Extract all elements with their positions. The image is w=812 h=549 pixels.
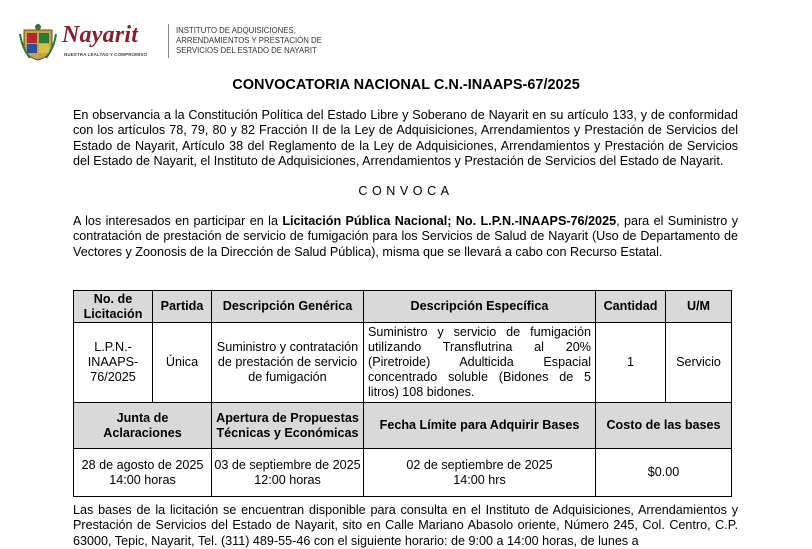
letterhead [18,20,438,64]
opening-time: 12:00 horas [254,472,321,487]
opening-date: 03 de septiembre de 2025 [214,457,361,472]
institute-line: ARRENDAMIENTOS Y PRESTACIÓN DE [176,36,322,45]
cell-quantity: 1 [596,323,666,403]
cell-generic-description: Suministro y contratación de prestación de servicio de fumigación [212,323,364,403]
convoca-heading: CONVOCA [358,184,454,198]
state-seal-icon [18,22,58,62]
header-clarification-meeting: Junta de Aclaraciones [74,403,212,449]
deadline-time: 14:00 hrs [453,472,506,487]
clarification-time: 14:00 horas [109,472,176,487]
header-specific-description: Descripción Específica [364,291,596,323]
nayarit-wordmark [62,22,166,62]
tender-number: Licitación Pública Nacional; No. L.P.N.-INAAPS-76/2025 [282,214,617,228]
header-item: Partida [153,291,212,323]
logo-tagline: NUESTRA LEALTAD Y COMPROMISO [64,52,148,57]
clarification-date: 28 de agosto de 2025 [81,457,204,472]
cell-unit: Servicio [666,323,732,403]
cell-proposal-opening [212,449,364,497]
header-bases-cost: Costo de las bases [596,403,732,449]
call-text-post: , para el Suministro y contratación de prestación de servicio de fumigación para los Servicios de Salud de Nayarit (Uso de Departamento de Vectores y Zoonosis de la Dirección de Salud Pública), misma que se llevará a cabo con Recurso Estatal. [73,214,738,259]
tender-table [73,290,732,497]
bases-cost: $0.00 [647,465,680,479]
document-title: CONVOCATORIA NACIONAL C.N.-INAAPS-67/2025 [232,77,580,93]
cell-item: Única [153,323,212,403]
institute-name [176,26,322,56]
intro-paragraph: En observancia a la Constitución Política del Estado Libre y Soberano de Nayarit en su artículo 133, y de conformidad con los artículos 78, 79, 80 y 82 Fracción II de la Ley de Adquisiciones, Arrendamientos y Prestación de Servicios del Estado de Nayarit, Artículo 38 del Reglamento de la Ley de Adquisiciones, Arrendamientos y Prestación de Servicios del Estado de Nayarit, el Instituto de Adquisiciones, Arrendamientos y Prestación de Servicios del Estado de Nayarit. [73,108,738,169]
cell-tender-number: L.P.N.-INAAPS-76/2025 [74,323,153,403]
header-deadline-bases: Fecha Límite para Adquirir Bases [364,403,596,449]
closing-paragraph: Las bases de la licitación se encuentran disponible para consulta en el Instituto de Adquisiciones, Arrendamientos y Prestación de Servicios del Estado de Nayarit, sito en Calle Mariano Abasolo oriente, Número 245, Col. Centro, C.P. 63000, Tepic, Nayarit, Tel. (311) 489-55-46 con el siguiente horario: de 9:00 a 14:00 horas, de lunes a [73,503,738,548]
cell-clarification-meeting [74,449,212,497]
header-tender-number: No. de Licitación [74,291,153,323]
header-quantity: Cantidad [596,291,666,323]
cell-deadline-bases [364,449,596,497]
deadline-date: 02 de septiembre de 2025 [406,457,553,472]
header-generic-description: Descripción Genérica [212,291,364,323]
header-divider [168,24,169,58]
call-paragraph [73,214,738,260]
cell-specific-description: Suministro y servicio de fumigación utilizando Transflutrina al 20% (Piretroide) Adulticida Espacial concentrado soluble (Bidones de 5 litros) 108 bidones. [364,323,596,403]
header-unit: U/M [666,291,732,323]
header-proposal-opening: Apertura de Propuestas Técnicas y Económicas [212,403,364,449]
cell-bases-cost [596,449,732,497]
institute-line: SERVICIOS DEL ESTADO DE NAYARIT [176,46,317,55]
institute-line: INSTITUTO DE ADQUISICIONES, [176,26,296,35]
logo-name: Nayarit [62,22,139,48]
call-text-pre: A los interesados en participar en la [73,214,283,228]
